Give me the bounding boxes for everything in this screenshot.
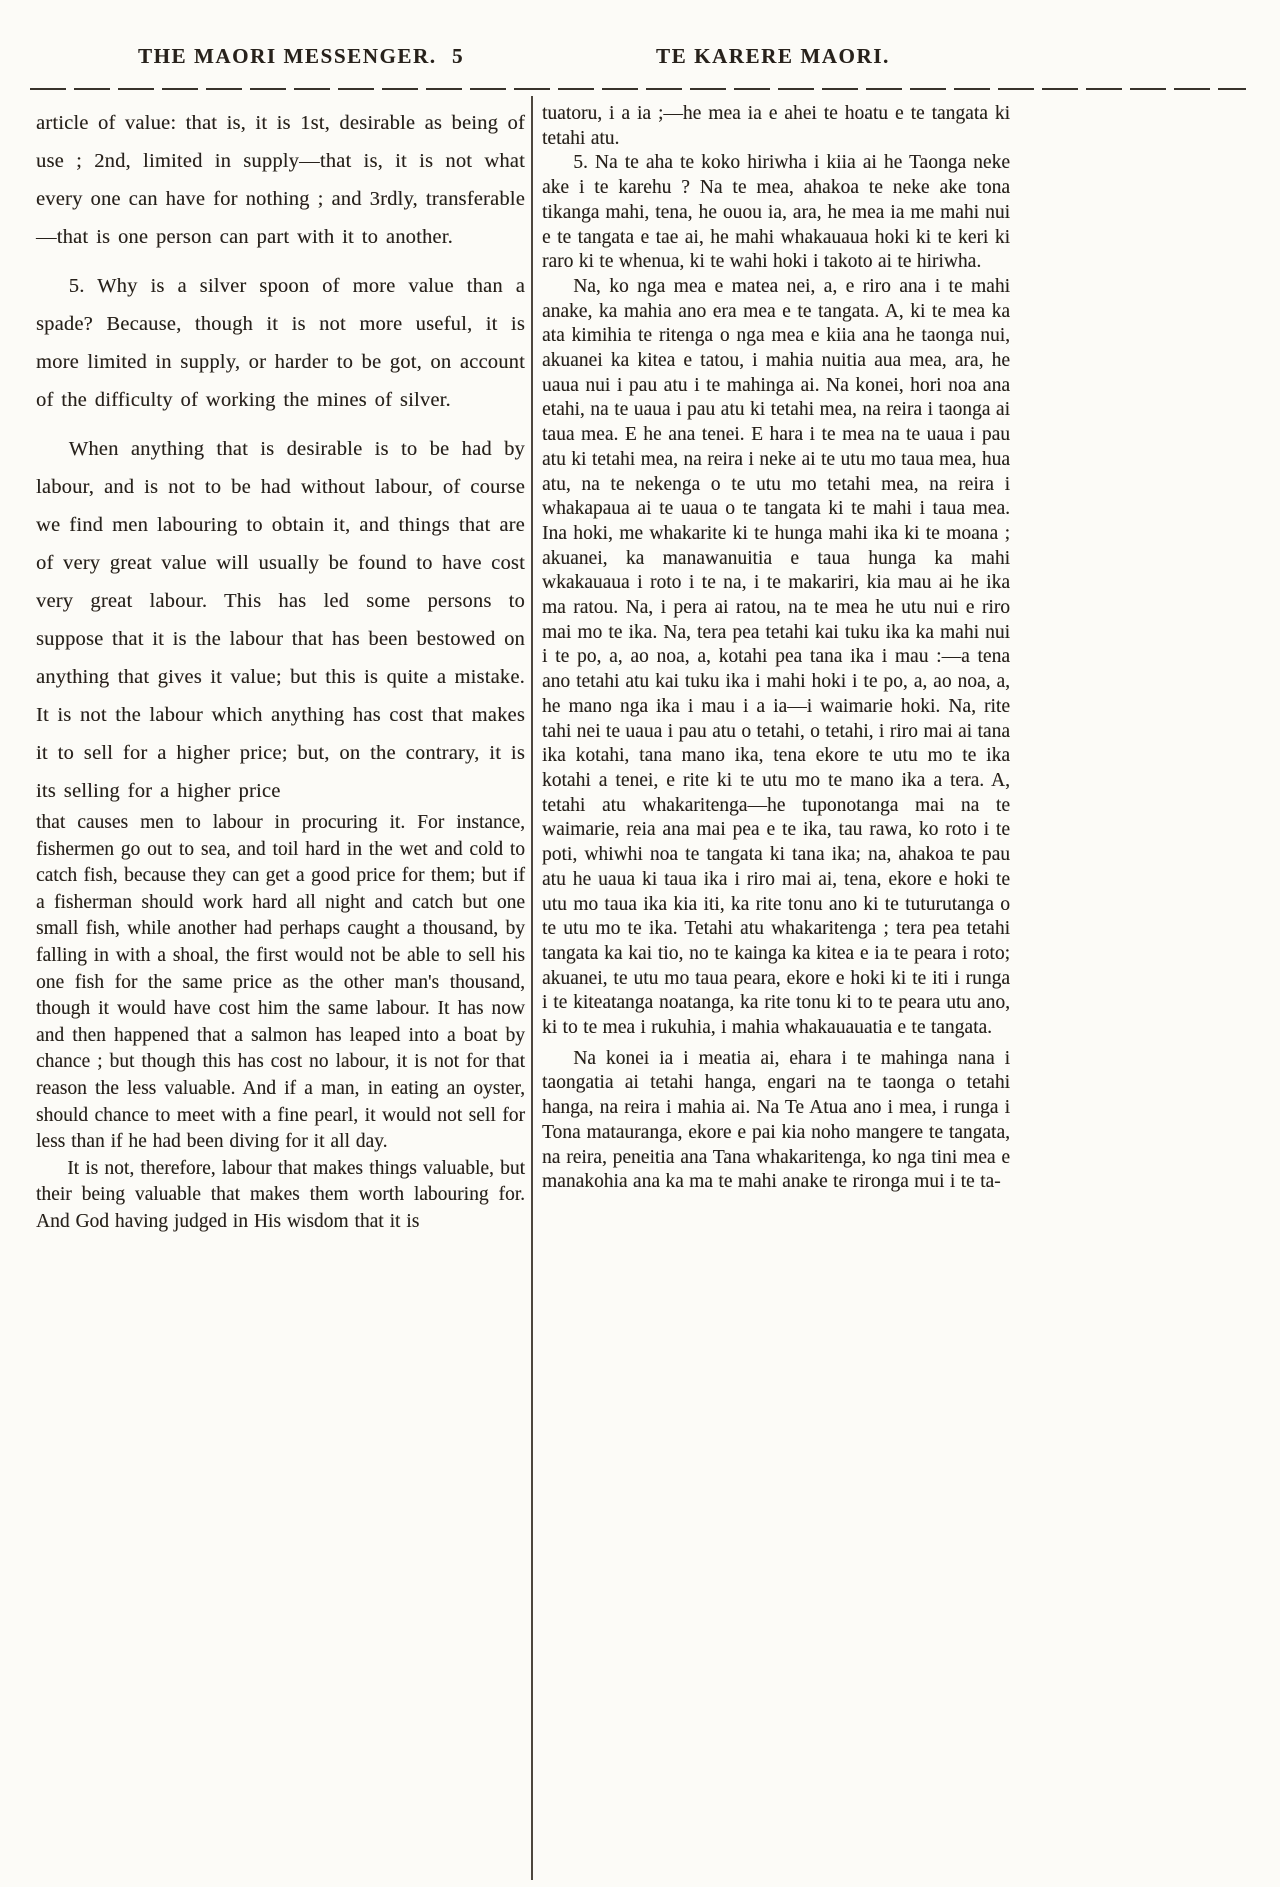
paragraph: When anything that is desirable is to be had by labour, and is not to be had without labour, of course we find men labouring to obtain it, and things that are of very great value will usually be found to have cost very great labour. This has led some persons to suppose that it is the labour that has been bestowed on anything that gives it value; but this is quite a mistake. It is not the labour which anything has cost that makes it to sell for a higher price; but, on the contrary, it is its selling for a higher price xyxy=(36,438,525,802)
english-column xyxy=(36,104,525,1236)
paragraph: tuatoru, i a ia ;—he mea ia e ahei te hoatu e te tangata ki tetahi atu. xyxy=(542,103,1010,149)
masthead-title-left: THE MAORI MESSENGER. xyxy=(138,44,437,68)
column-divider xyxy=(531,96,533,1880)
paragraph: It is not, therefore, labour that makes things valuable, but their being valuable that makes them worth labouring for. And God having judged in His wisdom that it is xyxy=(36,1157,525,1232)
paragraph: 5. Na te aha te koko hiriwha i kiia ai he Taonga neke ake i te karehu ? Na te mea, ahakoa te neke ake tona tikanga mahi, tena, he ouou ia, ara, he mea ia me mahi nui e te tangata e tae ai, he mahi whakauaua hoki ki te keri ki raro ki te whenua, ki te wahi hoki i takoto ai te hiriwha. xyxy=(542,152,1010,273)
masthead-title-right: TE KARERE MAORI. xyxy=(656,44,890,68)
paragraph: 5. Why is a silver spoon of more value than a spade? Because, though it is not more useful, it is more limited in supply, or harder to be got, on account of the difficulty of working the mines of silver. xyxy=(36,275,525,411)
header-rule xyxy=(30,88,1246,90)
paragraph: Na konei ia i meatia ai, ehara i te mahinga nana i taongatia ai tetahi hanga, engari na te taonga o tetahi hanga, na reira i mahia ai. Na Te Atua ano i mea, i runga i Tona matauranga, ekore e pai kia noho mangere te tangata, na reira, peneitia ana Tana whakaritenga, ko nga tini mea e manakohia ana ka ma te mahi anake te rironga mui i te ta- xyxy=(542,1047,1010,1193)
page-number: 5 xyxy=(452,44,465,68)
paragraph: Na, ko nga mea e matea nei, a, e riro ana i te mahi anake, ka mahia ano era mea e te tangata. A, ki te mea ka ata kimihia te ritenga o nga mea e kiia ana he taonga nui, akuanei ka kitea e tatou, i mahia nuitia aua mea, ara, he uaua nui i pau atu i te mahinga ai. Na konei, hori noa ana etahi, na te uaua i pau atu ki tetahi mea, na reira i taonga ai taua mea. E he ana tenei. E hara i te mea na te uaua i pau atu ki tetahi mea, na reira i neke ai te utu mo taua mea, hua atu, na te nekenga o te utu mo tetahi mea, na reira i whakapaua ai te uaua o te tangata ki te mahi i taua mea. Ina hoki, me whakarite ki te hunga mahi ika ki te moana ; akuanei, ka manawanuitia e taua hunga ka mahi wkakauaua i roto i te na, i te makariri, kia mau ai he ika ma ratou. Na, i pera ai ratou, na te mea he utu nui e riro mai mo te ika. Na, tera pea tetahi kai tuku ika ka mahi nui i te po, a, ao noa, a, kotahi pea tana ika i mau :—a tena ano tetahi atu kai tuku ika i mahi hoki i te po, a, ao noa, a, he mano nga ika i mau i a ia—i waimarie hoki. Na, rite tahi nei te uaua i pau atu o tetahi, o tetahi, i riro mai ai tana ika kotahi, tana mano ika, tena ekore te utu mo te ika kotahi a tenei, e rite ki te utu mo te mano ika a tera. A, tetahi atu whakaritenga—he tuponotanga mai na te waimarie, reia ana mai pea e te ika, tau rawa, ko roto i te poti, whiwhi noa te tangata ki tana ika; na, ahakoa te pau atu he uaua ki taua ika i riro mai ai, tena, ekore e hoki te utu mo taua ika kia iti, ka rite tonu ano ki te tuturutanga o te utu mo te ika. Tetahi atu whakaritenga ; tera pea tetahi tangata ka kai tio, no te kainga ka kitea e ia te peara i roto; akuanei, te utu mo taua peara, ekore e hoki ki te iti i runga i te kiteatanga noatanga, ka rite tonu ki to te peara utu ano, ki to te mea i rukuhia, i mahia whakauauatia e te tangata. xyxy=(542,275,1010,1039)
paragraph: article of value: that is, it is 1st, desirable as being of use ; 2nd, limited in supply—that is, it is not what every one can have for nothing ; and 3rdly, transferable—that is one person can part with it to another. xyxy=(36,112,525,248)
maori-column xyxy=(542,102,1010,1195)
paragraph: that causes men to labour in procuring it. For instance, fishermen go out to sea, and toil hard in the wet and cold to catch fish, because they can get a good price for them; but if a fisherman should work hard all night and catch but one small fish, while another had perhaps caught a thousand, by falling in with a shoal, the first would not be able to sell his one fish for the same price as the other man's thousand, though it would have cost him the same labour. It has now and then happened that a salmon has leaped into a boat by chance ; but though this has cost no labour, it is not for that reason the less valuable. And if a man, in eating an oyster, should chance to meet with a fine pearl, it would not sell for less than if he had been diving for it all day. xyxy=(36,812,525,1153)
english-section-lower xyxy=(36,810,525,1236)
english-section-upper xyxy=(36,104,525,810)
